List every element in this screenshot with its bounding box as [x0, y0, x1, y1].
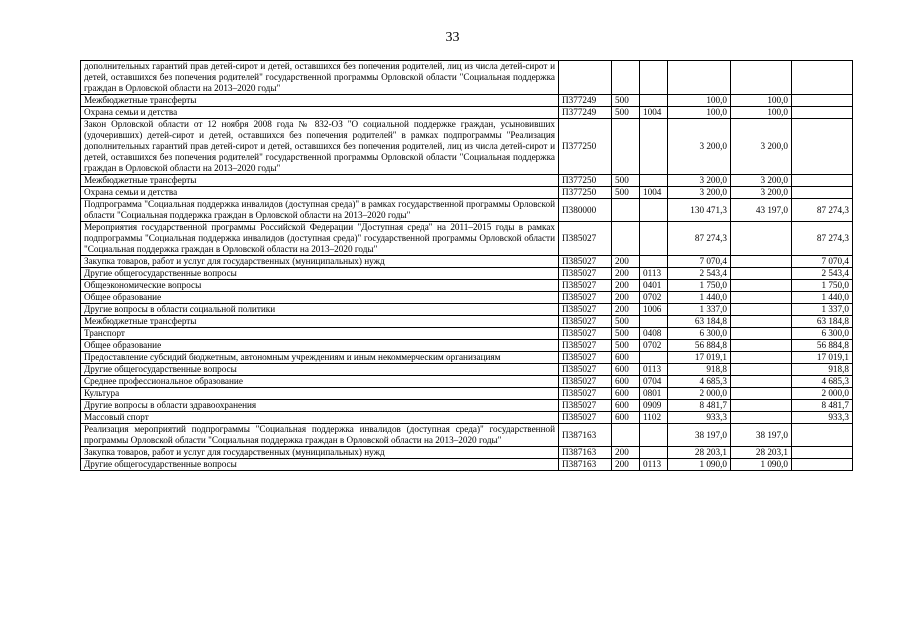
cell-description: Предоставление субсидий бюджетным, автономным учреждениям и иным некоммерческим организациям [81, 352, 559, 364]
cell-description: Среднее профессиональное образование [81, 376, 559, 388]
cell-target-code: П377249 [559, 107, 612, 119]
cell-target-code: П385027 [559, 222, 612, 256]
cell-section-code: 0801 [640, 388, 668, 400]
cell-total: 3 200,0 [668, 175, 731, 187]
cell-description: Общее образование [81, 340, 559, 352]
cell-expense-type: 600 [612, 412, 640, 424]
cell-amount-a [731, 304, 792, 316]
cell-amount-b: 1 750,0 [792, 280, 853, 292]
cell-amount-a [731, 268, 792, 280]
cell-section-code: 0702 [640, 292, 668, 304]
cell-target-code: П385027 [559, 256, 612, 268]
table-row [81, 280, 853, 292]
table-row [81, 376, 853, 388]
cell-total: 56 884,8 [668, 340, 731, 352]
cell-amount-a [731, 328, 792, 340]
cell-section-code: 0702 [640, 340, 668, 352]
cell-total: 87 274,3 [668, 222, 731, 256]
cell-expense-type: 200 [612, 256, 640, 268]
cell-expense-type: 200 [612, 280, 640, 292]
table-row [81, 328, 853, 340]
cell-amount-a: 3 200,0 [731, 175, 792, 187]
cell-amount-b: 933,3 [792, 412, 853, 424]
cell-description: Другие вопросы в области здравоохранения [81, 400, 559, 412]
cell-amount-b: 2 543,4 [792, 268, 853, 280]
cell-section-code: 1102 [640, 412, 668, 424]
cell-amount-a [731, 256, 792, 268]
cell-amount-a: 28 203,1 [731, 447, 792, 459]
cell-description: Транспорт [81, 328, 559, 340]
budget-table-body [81, 61, 853, 471]
cell-total: 3 200,0 [668, 119, 731, 175]
cell-section-code [640, 424, 668, 447]
cell-expense-type: 200 [612, 459, 640, 471]
cell-description: Другие вопросы в области социальной политики [81, 304, 559, 316]
cell-section-code: 0113 [640, 268, 668, 280]
table-row [81, 61, 853, 95]
cell-amount-a [731, 400, 792, 412]
cell-expense-type: 600 [612, 352, 640, 364]
cell-expense-type: 600 [612, 400, 640, 412]
cell-target-code: П377250 [559, 175, 612, 187]
cell-amount-b: 17 019,1 [792, 352, 853, 364]
cell-expense-type: 500 [612, 187, 640, 199]
cell-total: 100,0 [668, 107, 731, 119]
cell-amount-a: 3 200,0 [731, 119, 792, 175]
cell-amount-b: 63 184,8 [792, 316, 853, 328]
cell-expense-type: 200 [612, 304, 640, 316]
table-row [81, 175, 853, 187]
cell-amount-b [792, 119, 853, 175]
cell-target-code: П377250 [559, 187, 612, 199]
cell-amount-a: 38 197,0 [731, 424, 792, 447]
cell-description: Закон Орловской области от 12 ноября 2008 года № 832-ОЗ "О социальной поддержке граждан, усыновивших (удочеривших) детей-сирот и детей, оставшихся без попечения родителей" в рамках подпрограммы "Реализация дополнительных гарантий прав детей-сирот и детей, оставшихся без попечения родителей, лиц из числа детей-сирот и детей, оставшихся без попечения родителей" государственной программы Орловской области "Социальная поддержка граждан в Орловской области на 2013–2020 годы" [81, 119, 559, 175]
cell-total: 918,8 [668, 364, 731, 376]
cell-section-code: 0704 [640, 376, 668, 388]
cell-description: Другие общегосударственные вопросы [81, 459, 559, 471]
table-row [81, 119, 853, 175]
cell-target-code: П387163 [559, 424, 612, 447]
cell-expense-type: 500 [612, 175, 640, 187]
cell-section-code: 0113 [640, 364, 668, 376]
cell-amount-b [792, 107, 853, 119]
cell-total: 28 203,1 [668, 447, 731, 459]
cell-amount-b [792, 175, 853, 187]
cell-section-code [640, 199, 668, 222]
cell-section-code: 1004 [640, 187, 668, 199]
table-row [81, 107, 853, 119]
cell-total: 17 019,1 [668, 352, 731, 364]
table-row [81, 199, 853, 222]
cell-target-code: П387163 [559, 447, 612, 459]
table-row [81, 222, 853, 256]
cell-description: Общеэкономические вопросы [81, 280, 559, 292]
cell-amount-a [731, 352, 792, 364]
cell-target-code: П385027 [559, 328, 612, 340]
cell-description: Реализация мероприятий подпрограммы "Социальная поддержка инвалидов (доступная среда)" государственной программы Орловской области "Социальная поддержка граждан в Орловской области на 2013–2020 годы" [81, 424, 559, 447]
cell-expense-type: 200 [612, 292, 640, 304]
cell-amount-a [731, 376, 792, 388]
table-row [81, 340, 853, 352]
cell-amount-a [731, 292, 792, 304]
cell-target-code: П385027 [559, 292, 612, 304]
cell-total: 2 543,4 [668, 268, 731, 280]
cell-amount-b [792, 187, 853, 199]
cell-expense-type [612, 424, 640, 447]
cell-expense-type: 500 [612, 95, 640, 107]
cell-description: Закупка товаров, работ и услуг для государственных (муниципальных) нужд [81, 256, 559, 268]
page-number: 33 [445, 30, 460, 45]
cell-target-code: П385027 [559, 280, 612, 292]
cell-section-code: 0909 [640, 400, 668, 412]
cell-amount-a: 1 090,0 [731, 459, 792, 471]
cell-total: 130 471,3 [668, 199, 731, 222]
cell-target-code: П385027 [559, 340, 612, 352]
table-row [81, 364, 853, 376]
cell-expense-type: 500 [612, 107, 640, 119]
cell-amount-b: 2 000,0 [792, 388, 853, 400]
cell-amount-a [731, 316, 792, 328]
cell-amount-b [792, 459, 853, 471]
cell-target-code: П385027 [559, 352, 612, 364]
table-row [81, 400, 853, 412]
cell-section-code: 0113 [640, 459, 668, 471]
table-row [81, 459, 853, 471]
cell-section-code [640, 316, 668, 328]
cell-amount-b: 7 070,4 [792, 256, 853, 268]
cell-expense-type: 600 [612, 376, 640, 388]
cell-amount-a [731, 280, 792, 292]
cell-target-code: П385027 [559, 400, 612, 412]
budget-table [80, 60, 853, 471]
cell-total: 8 481,7 [668, 400, 731, 412]
cell-total: 4 685,3 [668, 376, 731, 388]
cell-expense-type: 500 [612, 316, 640, 328]
cell-amount-a [731, 388, 792, 400]
cell-description: Охрана семьи и детства [81, 187, 559, 199]
cell-description: Охрана семьи и детства [81, 107, 559, 119]
cell-section-code [640, 352, 668, 364]
cell-total: 1 750,0 [668, 280, 731, 292]
cell-target-code [559, 61, 612, 95]
table-row [81, 412, 853, 424]
cell-amount-b [792, 95, 853, 107]
cell-total [668, 61, 731, 95]
table-row [81, 187, 853, 199]
cell-target-code: П387163 [559, 459, 612, 471]
cell-description: Культура [81, 388, 559, 400]
table-row [81, 95, 853, 107]
cell-total: 3 200,0 [668, 187, 731, 199]
cell-expense-type: 600 [612, 364, 640, 376]
cell-total: 38 197,0 [668, 424, 731, 447]
cell-amount-a: 3 200,0 [731, 187, 792, 199]
cell-target-code: П377249 [559, 95, 612, 107]
cell-amount-b: 87 274,3 [792, 199, 853, 222]
cell-total: 7 070,4 [668, 256, 731, 268]
cell-expense-type [612, 222, 640, 256]
table-row [81, 388, 853, 400]
table-row [81, 292, 853, 304]
cell-target-code: П380000 [559, 199, 612, 222]
cell-section-code: 1004 [640, 107, 668, 119]
cell-amount-b: 1 440,0 [792, 292, 853, 304]
table-row [81, 424, 853, 447]
cell-description: дополнительных гарантий прав детей-сирот и детей, оставшихся без попечения родителей, лиц из числа детей-сирот и детей, оставшихся без попечения родителей" государственной программы Орловской области "Социальная поддержка граждан в Орловской области на 2013–2020 годы" [81, 61, 559, 95]
cell-total: 6 300,0 [668, 328, 731, 340]
cell-section-code [640, 175, 668, 187]
cell-description: Другие общегосударственные вопросы [81, 364, 559, 376]
cell-section-code [640, 447, 668, 459]
cell-description: Подпрограмма "Социальная поддержка инвалидов (доступная среда)" в рамках государственной программы Орловской области "Социальная поддержка граждан в Орловской области на 2013–2020 годы" [81, 199, 559, 222]
cell-total: 1 440,0 [668, 292, 731, 304]
cell-description: Общее образование [81, 292, 559, 304]
cell-target-code: П385027 [559, 412, 612, 424]
cell-section-code [640, 119, 668, 175]
table-row [81, 447, 853, 459]
cell-total: 100,0 [668, 95, 731, 107]
cell-description: Межбюджетные трансферты [81, 175, 559, 187]
cell-amount-a: 100,0 [731, 107, 792, 119]
cell-target-code: П385027 [559, 376, 612, 388]
cell-description: Мероприятия государственной программы Российской Федерации "Доступная среда" на 2011–2015 годы в рамках подпрограммы "Социальная поддержка инвалидов (доступная среда)" государственной программы Орловской области "Социальная поддержка граждан в Орловской области на 2013–2020 годы" [81, 222, 559, 256]
cell-target-code: П377250 [559, 119, 612, 175]
cell-section-code: 0408 [640, 328, 668, 340]
cell-amount-a [731, 412, 792, 424]
cell-target-code: П385027 [559, 388, 612, 400]
cell-expense-type: 200 [612, 268, 640, 280]
cell-section-code [640, 61, 668, 95]
cell-section-code [640, 95, 668, 107]
cell-section-code [640, 222, 668, 256]
cell-amount-b [792, 61, 853, 95]
cell-amount-a [731, 61, 792, 95]
cell-amount-a [731, 364, 792, 376]
cell-amount-b [792, 424, 853, 447]
cell-description: Другие общегосударственные вопросы [81, 268, 559, 280]
cell-expense-type: 500 [612, 328, 640, 340]
cell-target-code: П385027 [559, 316, 612, 328]
cell-amount-b: 4 685,3 [792, 376, 853, 388]
cell-target-code: П385027 [559, 268, 612, 280]
cell-expense-type: 600 [612, 388, 640, 400]
cell-amount-b: 1 337,0 [792, 304, 853, 316]
cell-section-code: 0401 [640, 280, 668, 292]
cell-expense-type [612, 61, 640, 95]
cell-amount-a: 100,0 [731, 95, 792, 107]
cell-amount-a [731, 222, 792, 256]
table-row [81, 268, 853, 280]
cell-amount-b: 87 274,3 [792, 222, 853, 256]
cell-description: Массовый спорт [81, 412, 559, 424]
cell-target-code: П385027 [559, 364, 612, 376]
cell-amount-b [792, 447, 853, 459]
cell-amount-b: 56 884,8 [792, 340, 853, 352]
cell-total: 1 337,0 [668, 304, 731, 316]
cell-expense-type [612, 119, 640, 175]
cell-total: 1 090,0 [668, 459, 731, 471]
cell-description: Межбюджетные трансферты [81, 316, 559, 328]
table-row [81, 304, 853, 316]
cell-expense-type: 500 [612, 340, 640, 352]
cell-total: 933,3 [668, 412, 731, 424]
cell-expense-type [612, 199, 640, 222]
cell-amount-a [731, 340, 792, 352]
cell-total: 2 000,0 [668, 388, 731, 400]
table-row [81, 316, 853, 328]
cell-expense-type: 200 [612, 447, 640, 459]
cell-total: 63 184,8 [668, 316, 731, 328]
cell-description: Закупка товаров, работ и услуг для государственных (муниципальных) нужд [81, 447, 559, 459]
cell-description: Межбюджетные трансферты [81, 95, 559, 107]
table-row [81, 352, 853, 364]
cell-amount-b: 8 481,7 [792, 400, 853, 412]
cell-section-code [640, 256, 668, 268]
cell-target-code: П385027 [559, 304, 612, 316]
cell-amount-b: 6 300,0 [792, 328, 853, 340]
cell-amount-b: 918,8 [792, 364, 853, 376]
cell-amount-a: 43 197,0 [731, 199, 792, 222]
table-row [81, 256, 853, 268]
cell-section-code: 1006 [640, 304, 668, 316]
